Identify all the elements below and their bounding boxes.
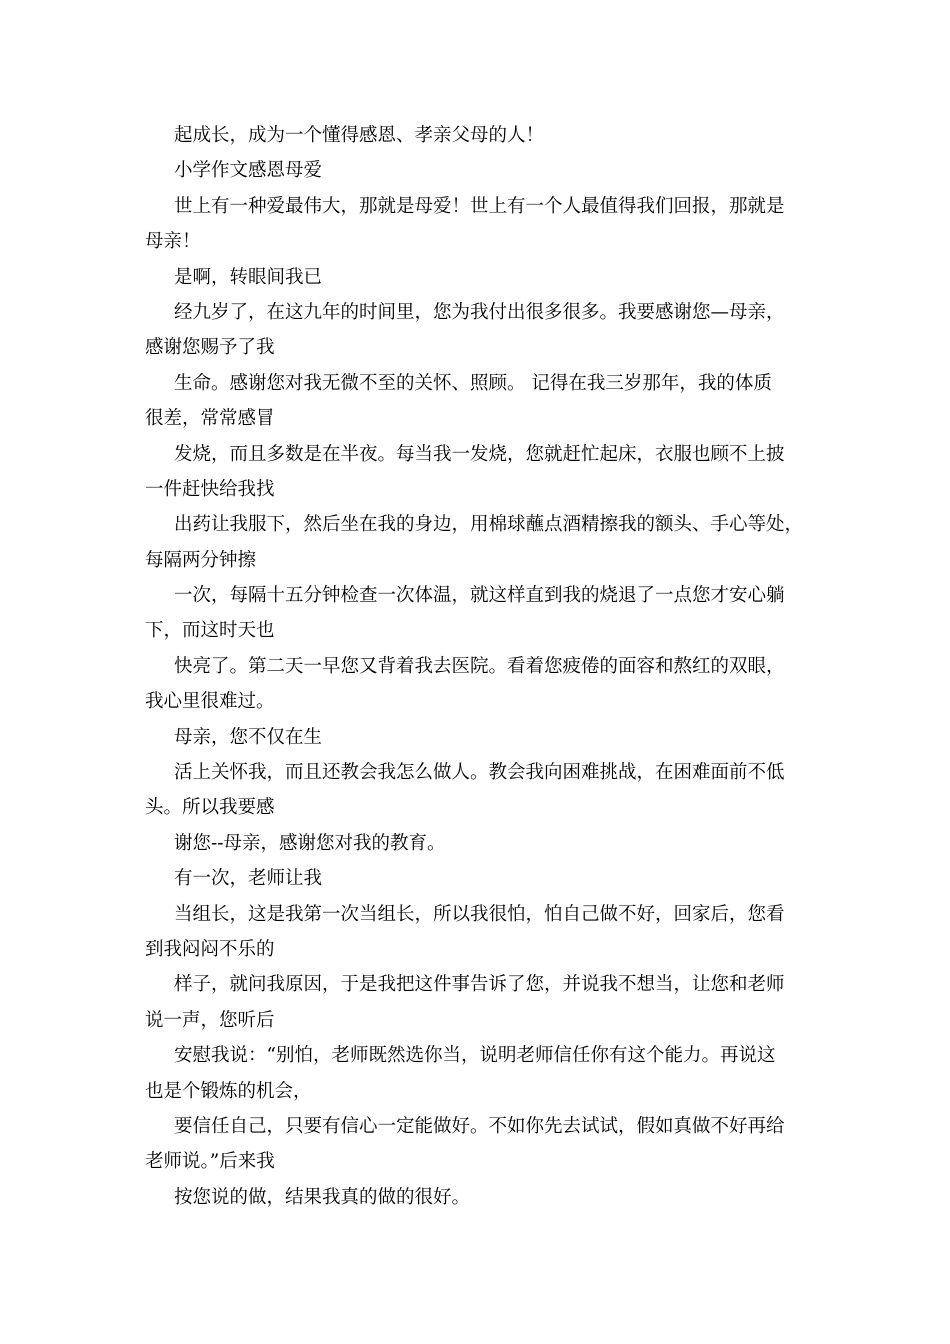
essay-title: 小学作文感恩母爱	[174, 160, 323, 182]
paragraph-line: 样子，就问我原因，于是我把这件事告诉了您，并说我不想当，让您和老师	[174, 974, 785, 996]
paragraph-line: 也是个锻炼的机会，	[145, 1080, 312, 1102]
paragraph-line: 出药让我服下，然后坐在我的身边，用棉球蘸点酒精擦我的额头、手心等处，	[174, 514, 804, 536]
paragraph-line: 说一声，您听后	[145, 1009, 275, 1031]
paragraph-line: 到我闷闷不乐的	[145, 938, 275, 960]
paragraph-line: 世上有一种爱最伟大，那就是母爱！世上有一个人最值得我们回报，那就是	[174, 195, 785, 217]
paragraph-line: 发烧，而且多数是在半夜。每当我一发烧，您就赶忙起床，衣服也顾不上披	[174, 443, 785, 465]
paragraph-line: 下，而这时天也	[145, 620, 275, 642]
paragraph-line: 起成长，成为一个懂得感恩、孝亲父母的人！	[174, 125, 545, 146]
paragraph-line: 快亮了。第二天一早您又背着我去医院。看着您疲倦的面容和熬红的双眼，	[174, 655, 785, 677]
paragraph-line: 按您说的做，结果我真的做的很好。	[174, 1186, 471, 1208]
paragraph-line: 一件赶快给我找	[145, 478, 275, 500]
paragraph-line: 每隔两分钟擦	[145, 549, 257, 571]
paragraph-line: 生命。感谢您对我无微不至的关怀、照顾。 记得在我三岁那年，我的体质	[174, 372, 772, 394]
paragraph-line: 经九岁了，在这九年的时间里，您为我付出很多很多。我要感谢您—母亲，	[174, 301, 785, 323]
paragraph-line: 有一次，老师让我	[174, 868, 323, 890]
paragraph-line: 是啊，转眼间我已	[174, 266, 323, 288]
essay-body	[145, 118, 825, 1215]
paragraph-line: 老师说。”后来我	[145, 1151, 275, 1173]
paragraph-line: 母亲！	[145, 231, 201, 253]
paragraph-line: 一次，每隔十五分钟检查一次体温，就这样直到我的烧退了一点您才安心躺	[174, 585, 785, 607]
paragraph-line: 母亲，您不仅在生	[174, 726, 323, 748]
paragraph-line: 头。所以我要感	[145, 797, 275, 819]
paragraph-line: 我心里很难过。	[145, 691, 275, 713]
paragraph-line: 感谢您赐予了我	[145, 337, 275, 359]
paragraph-line: 要信任自己，只要有信心一定能做好。不如你先去试试，假如真做不好再给	[174, 1115, 785, 1137]
paragraph-line: 活上关怀我，而且还教会我怎么做人。教会我向困难挑战，在困难面前不低	[174, 762, 785, 784]
paragraph-line: 安慰我说：“别怕，老师既然选你当，说明老师信任你有这个能力。再说这	[174, 1045, 776, 1067]
paragraph-line: 谢您--母亲，感谢您对我的教育。	[174, 832, 446, 854]
paragraph-line: 当组长，这是我第一次当组长，所以我很怕，怕自己做不好，回家后，您看	[174, 903, 785, 925]
paragraph-line: 很差，常常感冒	[145, 408, 275, 430]
